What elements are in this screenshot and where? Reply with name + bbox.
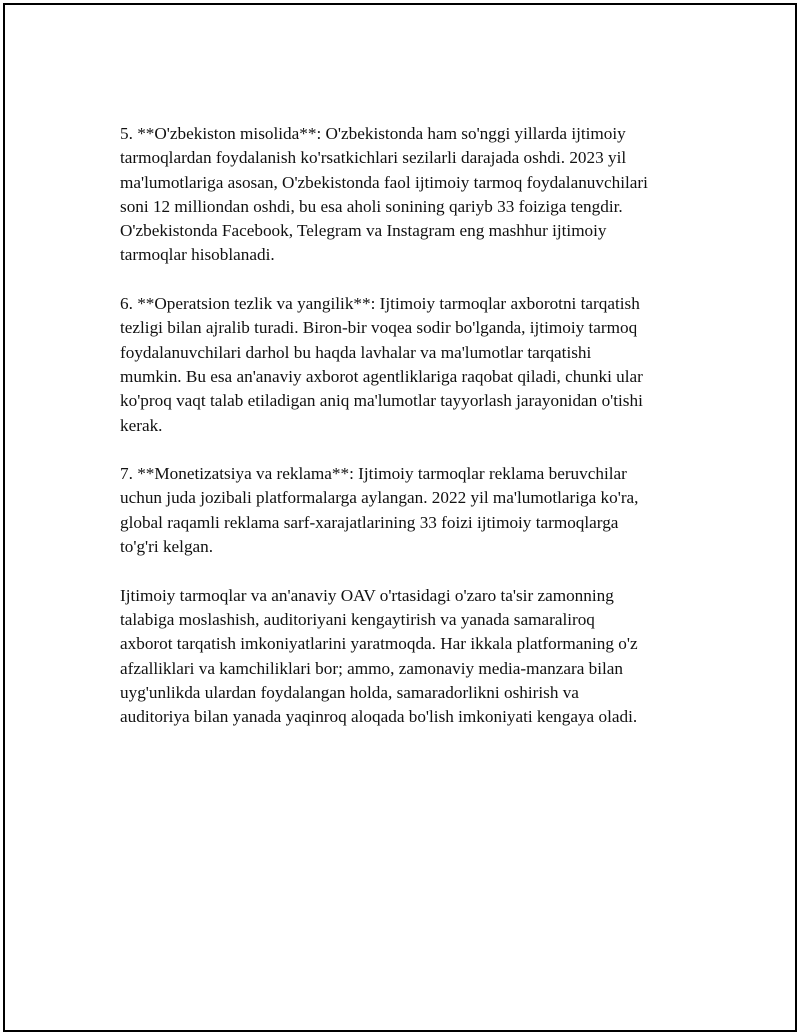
paragraph-operational-speed: 6. **Operatsion tezlik va yangilik**: Ijtimoiy tarmoqlar axborotni tarqatish tezligi bilan ajralib turadi. Biron-bir voqea sodir bo'lganda, ijtimoiy tarmoq foydalanuvchilari darhol bu haqda lavhalar va ma'lumotlar tarqatishi mumkin. Bu esa an'anaviy axborot agentliklariga raqobat qiladi, chunki ular ko'proq vaqt talab etiladigan aniq ma'lumotlar tayyorlash jarayonidan o'tishi kerak. xyxy=(120,294,643,435)
document-body xyxy=(120,122,710,754)
page-frame xyxy=(3,3,797,1032)
paragraph-monetization: 7. **Monetizatsiya va reklama**: Ijtimoiy tarmoqlar reklama beruvchilar uchun juda jozibali platformalarga aylangan. 2022 yil ma'lumotlariga ko'ra, global raqamli reklama sarf-xarajatlarining 33 foizi ijtimoiy tarmoqlarga to'g'ri kelgan. xyxy=(120,464,639,557)
paragraph-uzbekistan-example: 5. **O'zbekiston misolida**: O'zbekistonda ham so'nggi yillarda ijtimoiy tarmoqlardan foydalanish ko'rsatkichlari sezilarli darajada oshdi. 2023 yil ma'lumotlariga asosan, O'zbekistonda faol ijtimoiy tarmoq foydalanuvchilari soni 12 milliondan oshdi, bu esa aholi sonining qariyb 33 foiziga tengdir. O'zbekistonda Facebook, Telegram va Instagram eng mashhur ijtimoiy tarmoqlar hisoblanadi. xyxy=(120,124,648,265)
paragraph-conclusion: Ijtimoiy tarmoqlar va an'anaviy OAV o'rtasidagi o'zaro ta'sir zamonning talabiga moslashish, auditoriyani kengaytirish va yanada samaraliroq axborot tarqatish imkoniyatlarini yaratmoqda. Har ikkala platformaning o'z afzalliklari va kamchiliklari bor; ammo, zamonaviy media-manzara bilan uyg'unlikda ulardan foydalangan holda, samaradorlikni oshirish va auditoriya bilan yanada yaqinroq aloqada bo'lish imkoniyati kengaya oladi. xyxy=(120,585,638,727)
